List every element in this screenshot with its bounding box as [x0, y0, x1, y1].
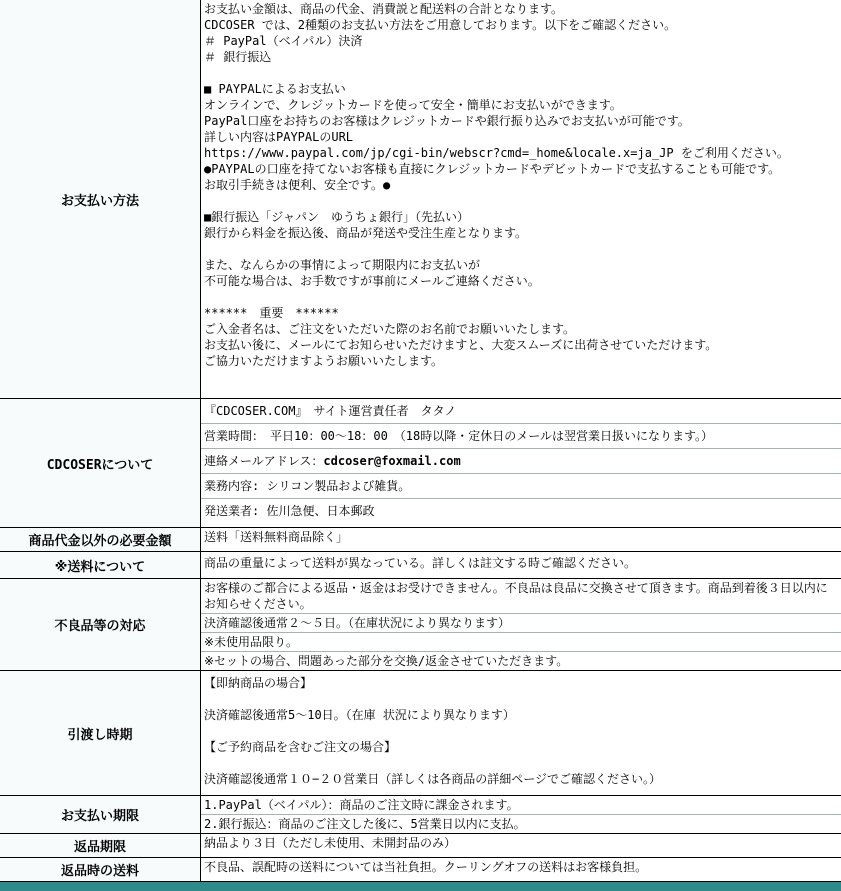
content-line: 発送業者: 佐川急便、日本郵政 [204, 504, 375, 518]
table-row [0, 857, 841, 881]
content-line: お支払い金額は、商品の代金、消費説と配送料の合計となります。 [204, 2, 564, 16]
content-line: ご協力いただけますようお願いいたします。 [204, 354, 444, 368]
row-header-defective-items: 不良品等の対応 [0, 579, 201, 670]
row-header-delivery-time: 引渡し時期 [0, 671, 201, 795]
content-line [204, 755, 838, 771]
content-line: 納品より３日（ただし未使用、未開封品のみ） [204, 836, 457, 850]
content-line: お取引手続きは便利、安全です。● [204, 178, 391, 192]
row-content-defective-items [201, 579, 841, 670]
content-line: また、なんらかの事情によって期限内にお支払いが [204, 258, 481, 272]
content-line: 商品の重量によって送料が異なっている。詳しくは註文する時ご確認ください。 [204, 556, 637, 570]
content-cell [201, 814, 841, 833]
row-header-return-deadline: 返品期限 [0, 834, 201, 857]
content-line: 決済確認後通常１０−２０営業日（詳しくは各商品の詳細ページでご確認ください。） [204, 772, 661, 786]
content-cell [201, 796, 841, 814]
content-cell [201, 858, 841, 876]
row-content-extra-fees [201, 528, 841, 551]
content-line: ※未使用品限り。 [204, 635, 299, 649]
content-line: お支払い後に、メールにてお知らせいただけますと、大変スムーズに出荷させていただけます。 [204, 338, 718, 352]
content-line: オンラインで、クレジットカードを使って安全・簡単にお支払いができます。 [204, 98, 622, 112]
row-header-extra-fees: 商品代金以外の必要金額 [0, 528, 201, 551]
table-row [0, 670, 841, 795]
content-line [204, 723, 838, 739]
content-line: ※セットの場合、問題あった部分を交換/返金させていただきます。 [204, 654, 569, 668]
row-header-about-cdcoser: CDCOSERについて [0, 399, 201, 527]
row-header-payment-method: お支払い方法 [0, 0, 201, 398]
bottom-accent-bar [0, 882, 841, 891]
row-content-return-shipping [201, 858, 841, 881]
content-line: ご入金者名は、ご注文をいただいた際のお名前でお願いいたします。 [204, 322, 576, 336]
row-header-shipping-note: ※送料について [0, 552, 201, 578]
content-line: 決済確認後通常5〜10日。（在庫 状況により異なります） [204, 708, 515, 722]
content-line: https://www.paypal.com/jp/cgi-bin/webscr?cmd=_home&locale.x=ja_JP をご利用ください。 [204, 146, 789, 160]
content-line: 不良品、誤配時の送料については当社負担。クーリングオフの送料はお客様負担。 [204, 860, 648, 874]
row-content-about-cdcoser [201, 399, 841, 527]
content-line: 詳しい内容はPAYPALのURL [204, 130, 354, 144]
table-row [0, 795, 841, 833]
content-cell [201, 399, 841, 423]
content-line: 不可能な場合は、お手数ですが事前にメールご連絡ください。 [204, 274, 540, 288]
content-cell [201, 579, 841, 613]
content-line [204, 193, 838, 209]
content-cell [201, 613, 841, 632]
table-row [0, 0, 841, 398]
table-row [0, 833, 841, 857]
content-cell [201, 632, 841, 651]
content-cell [201, 498, 841, 523]
content-line: ■銀行振込「ジャパン ゆうちょ銀行」（先払い） [204, 210, 469, 224]
content-cell [201, 0, 841, 370]
row-content-payment-deadline [201, 796, 841, 833]
content-line: 営業時間： 平日10：00〜18：00 （18時以降・定休日のメールは翌営業日扱いになります。） [204, 429, 714, 443]
content-line [204, 241, 838, 257]
content-cell [201, 473, 841, 498]
content-line: 銀行から料金を振込後、商品が発送や受注生産となります。 [204, 226, 528, 240]
row-content-delivery-time [201, 671, 841, 795]
content-line: 決済確認後通常２〜５日。（在庫状況により異なります） [204, 616, 511, 630]
content-line [204, 65, 838, 81]
content-line: ＃ PayPal（ベイパル）決済 [204, 34, 363, 48]
table-row [0, 551, 841, 578]
row-content-payment-method [201, 0, 841, 398]
table-row [0, 527, 841, 551]
content-line: 【即納商品の場合】 [204, 676, 313, 690]
content-line: ****** 重要 ****** [204, 306, 339, 320]
table-row [0, 398, 841, 527]
content-line: 2.銀行振込：商品のご注文した後に、5営業日以内に支払。 [204, 817, 526, 831]
content-cell [201, 528, 841, 546]
table-row [0, 578, 841, 670]
content-line: 業務内容: シリコン製品および雑貨。 [204, 479, 411, 493]
content-cell [201, 423, 841, 448]
content-line: 1.PayPal（ベイパル）：商品のご注文時に課金されます。 [204, 798, 519, 812]
content-line: 【ご予約商品を含むご注文の場合】 [204, 740, 397, 754]
content-cell [201, 448, 841, 473]
content-line: 連絡メールアドレス：cdcoser@foxmail.com [204, 454, 461, 468]
row-header-payment-deadline: お支払い期限 [0, 796, 201, 833]
row-content-return-deadline [201, 834, 841, 857]
content-line: CDCOSER では、2種類のお支払い方法をご用意しております。以下をご確認ください。 [204, 18, 677, 32]
content-line: 『CDCOSER.COM』 サイト運営責任者 タタノ [204, 404, 457, 418]
row-header-return-shipping: 返品時の送料 [0, 858, 201, 881]
content-cell [201, 834, 841, 852]
content-line [204, 691, 838, 707]
content-cell [201, 651, 841, 670]
content-line: PayPal口座をお持ちのお客様はクレジットカードや銀行振り込みでお支払いが可能です。 [204, 114, 690, 128]
content-line [204, 289, 838, 305]
content-line: 送料「送料無料商品除く」 [204, 530, 349, 544]
content-line: お客様のご都合による返品・返金はお受けできません。不良品は良品に交換させて頂きます。商品到着後３日以内にお知らせください。 [204, 581, 828, 611]
row-content-shipping-note [201, 552, 841, 578]
content-cell [201, 552, 841, 574]
content-cell [201, 671, 841, 791]
content-line: ■ PAYPALによるお支払い [204, 82, 346, 96]
content-line: ＃ 銀行振込 [204, 50, 272, 64]
content-line: ●PAYPALの口座を持てないお客様も直接にクレジットカードやデビットカードで支払することも可能です。 [204, 162, 781, 176]
